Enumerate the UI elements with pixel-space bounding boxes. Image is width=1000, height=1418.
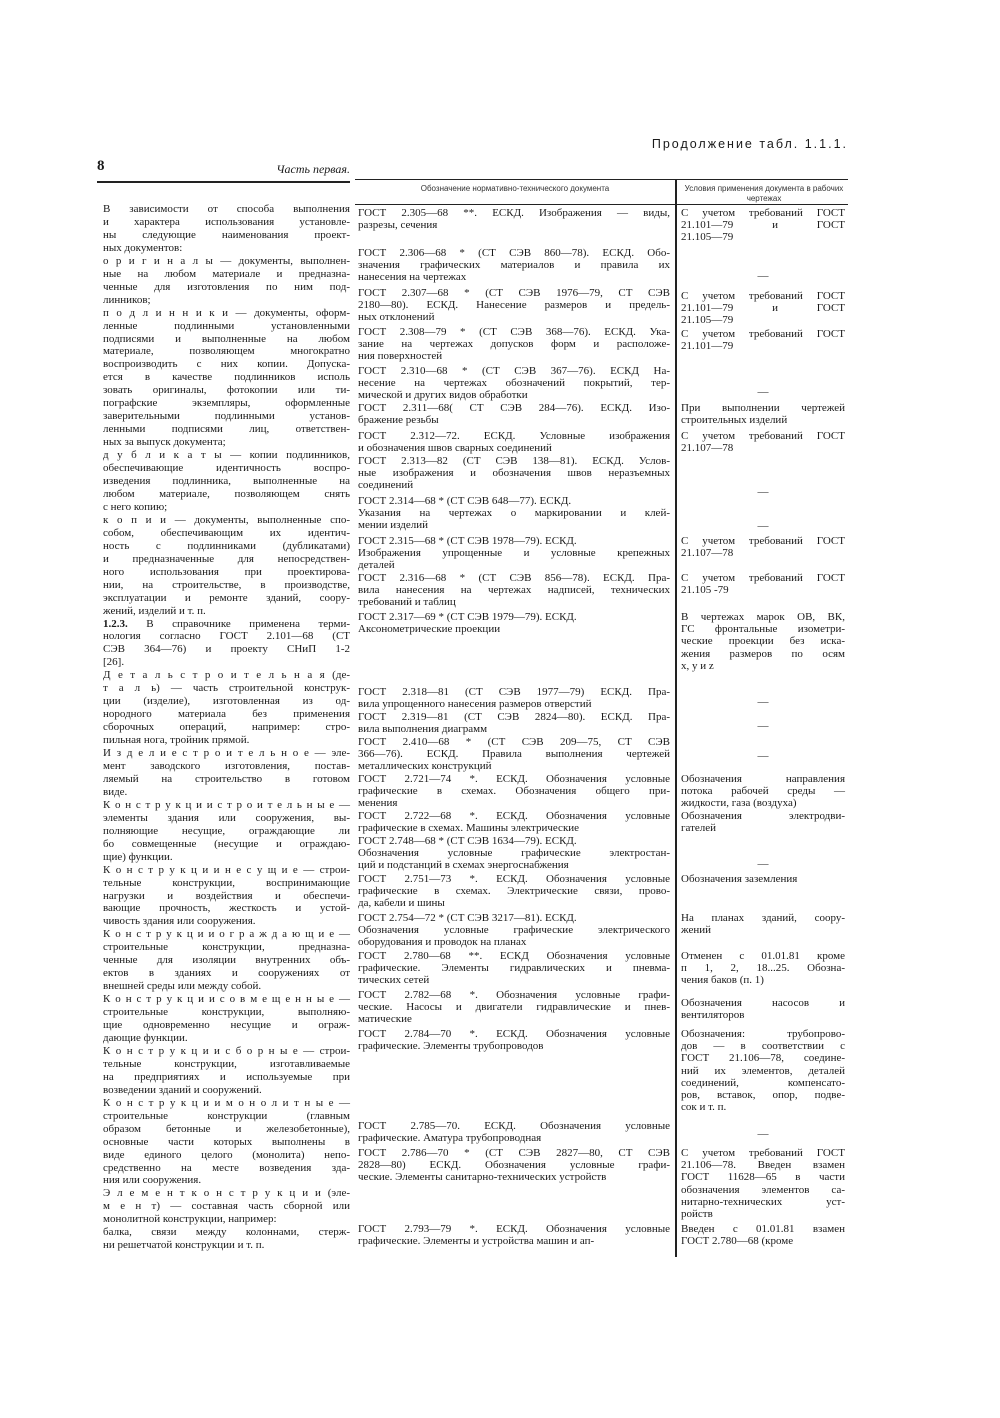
document-line: 2180—80). ЕСКД. Нанесение размеров и предель-	[358, 299, 670, 312]
conditions-line: —	[757, 270, 769, 282]
document-line: ГОСТ 2.306—68 * (СТ СЭВ 860—78). ЕСКД. Обо-	[358, 247, 670, 259]
document-line: нанесения на чертежах	[358, 271, 467, 284]
conditions-line: —	[757, 720, 769, 732]
table-row-conditions	[681, 1128, 845, 1140]
table-row-conditions	[681, 750, 845, 762]
document-line: ГОСТ 2.751—73 *. ЕСКД. Обозначения условные	[358, 873, 670, 885]
conditions-line: Введен с 01.01.81 взамен	[681, 1223, 845, 1235]
text-line: сборочных операций, например: стро-	[103, 721, 350, 734]
text-line: вающие прочность, жесткость и устой-	[103, 902, 350, 915]
table-row-conditions	[681, 270, 845, 282]
table-row-conditions	[681, 611, 845, 672]
conditions-line: Отменен с 01.01.81 кроме	[681, 950, 845, 962]
table-row-document	[358, 835, 670, 872]
document-line: ческие. Насосы и двигатели гидравлические и пнев-	[358, 1001, 670, 1014]
document-line: ГОСТ 2.780—68 **. ЕСКД Обозначения условные	[358, 950, 670, 962]
document-line: Аксонометрические проекции	[358, 623, 501, 636]
document-line: ГОСТ 2.308—79 * (СТ СЭВ 368—76). ЕСКД. Ука-	[358, 326, 670, 338]
conditions-line: x, y и z	[681, 659, 714, 672]
text-line: ных документов:	[103, 241, 183, 254]
document-line: ГОСТ 2.410—68 * (СТ СЭВ 209—75, СТ СЭВ	[358, 736, 670, 748]
table-row-conditions	[681, 912, 845, 936]
table-row-document	[358, 611, 670, 635]
conditions-line: 21.107—78	[681, 442, 734, 455]
conditions-line: При выполнении чертежей	[681, 402, 845, 414]
text-line: виде единого целого (монолита) непо-	[103, 1148, 350, 1161]
text-line: собом, обеспечивающим их идентич-	[103, 526, 350, 539]
conditions-line: жения размеров по осям	[681, 647, 845, 660]
text-line: балка, связи между колоннами, стерж-	[103, 1226, 350, 1239]
conditions-line: ГС фронтальные изометри-	[681, 623, 845, 636]
document-line: ГОСТ 2.314—68 * (СТ СЭВ 648—77). ЕСКД.	[358, 495, 572, 507]
table-row-document	[358, 873, 670, 910]
conditions-line: На планах зданий, соору-	[681, 912, 845, 924]
conditions-line: С учетом требований ГОСТ	[681, 290, 845, 302]
text-line: ции (изделие), изготовленная из од-	[103, 695, 350, 708]
text-line: воспроизводить с них копии. Допуска-	[103, 358, 350, 371]
text-line: полняющие несущие, ограждающие ли	[103, 824, 350, 837]
table-row-document	[358, 247, 670, 284]
conditions-line: нитарно-технических уст-	[681, 1195, 845, 1208]
conditions-line: жений	[681, 924, 711, 937]
document-line: соединений	[358, 479, 414, 492]
conditions-line: 21.107—78	[681, 547, 734, 560]
table-row-document	[358, 1223, 670, 1247]
table-row-document	[358, 430, 670, 454]
text-line: ется в качестве подлинников исполь	[103, 371, 350, 384]
table-row-conditions	[681, 720, 845, 732]
conditions-line: жидкости, газа (воздуха)	[681, 797, 797, 810]
conditions-line: ГОСТ 11628—65 в части	[681, 1171, 845, 1184]
conditions-line: —	[757, 520, 769, 532]
conditions-line: —	[757, 858, 769, 870]
document-line: ГОСТ 2.784—70 *. ЕСКД. Обозначения условные	[358, 1028, 670, 1040]
header-rule	[97, 181, 350, 183]
text-line: ни решетчатой конструкции и т. п.	[103, 1239, 265, 1252]
conditions-line: В чертежах марок ОВ, ВК,	[681, 611, 845, 623]
table-row-document	[358, 365, 670, 402]
document-line: тических сетей	[358, 974, 430, 987]
document-line: ГОСТ 2.785—70. ЕСКД. Обозначения условные	[358, 1120, 670, 1132]
conditions-line: 21.105 -79	[681, 584, 729, 597]
conditions-line: ройств	[681, 1208, 713, 1221]
document-line: графические. Элементы и устройства машин и ап-	[358, 1235, 595, 1248]
text-line: СЭВ 364—76) и проекту СНиП 1-2	[103, 643, 350, 656]
text-line: любом материале, позволяющем снять	[103, 487, 350, 500]
table-row-document	[358, 912, 670, 949]
document-line: ГОСТ 2.793—79 *. ЕСКД. Обозначения условные	[358, 1223, 670, 1235]
conditions-line: гателей	[681, 822, 717, 835]
text-line: К о н с т р у к ц и и с о в м е щ е н н ы е —	[103, 993, 350, 1006]
document-line: и обозначения швов сварных соединений	[358, 442, 552, 455]
table-row-document	[358, 1147, 670, 1184]
conditions-line: ГОСТ 21.106—78, соедине-	[681, 1052, 845, 1065]
column-header-conditions: Условия применения документа в рабочих чертежах	[684, 184, 844, 203]
table-row-conditions	[681, 1147, 845, 1220]
text-line: д у б л и к а т ы — копии подлинников,	[103, 449, 350, 462]
text-line: ченные для изготовления по ним под-	[103, 280, 350, 293]
document-line: вила нанесения на чертежах надписей, технических	[358, 584, 670, 597]
conditions-line: вентиляторов	[681, 1009, 745, 1022]
text-line: К о н с т р у к ц и и м о н о л и т н ы е —	[103, 1096, 350, 1109]
text-line: основные части которых выполнены в	[103, 1135, 350, 1148]
table-row-conditions	[681, 572, 845, 596]
document-line: ций и подстанций в схемах энергоснабжения	[358, 859, 569, 872]
text-line: И з д е л и е с т р о и т е л ь н о е — эле-	[103, 747, 350, 760]
text-line: строительные конструкции, предназна-	[103, 941, 350, 954]
document-line: графические. Элементы трубопроводов	[358, 1040, 544, 1053]
document-line: ГОСТ 2.307—68 * (СТ СЭВ 1976—79, СТ СЭВ	[358, 287, 670, 299]
column-header-document: Обозначение нормативно-технического документа	[420, 184, 610, 193]
text-line: эксплуатации и ремонте зданий, соору-	[103, 591, 350, 604]
text-line: подписями и выполненные на любом	[103, 332, 350, 345]
text-line: пографские экземпляры, оформленные	[103, 397, 350, 410]
document-line: мении изделий	[358, 519, 429, 532]
conditions-line: Обозначения насосов и	[681, 997, 845, 1009]
text-line: [26].	[103, 656, 125, 669]
text-line: ния или сооружения.	[103, 1174, 202, 1187]
text-line: материале, позволяющем многократно	[103, 345, 350, 358]
document-line: графические. Аматура трубопроводная	[358, 1132, 542, 1145]
conditions-line: ческие проекции без иска-	[681, 635, 845, 648]
document-line: вила выполнения диаграмм	[358, 723, 488, 736]
text-line: о р и г и н а л ы — документы, выполнен-	[103, 254, 350, 267]
table-row-conditions	[681, 402, 845, 426]
conditions-line: Обозначения заземления	[681, 873, 798, 885]
table-row-conditions	[681, 290, 845, 327]
text-line: и характера использования установле-	[103, 215, 350, 228]
document-line: графические в схемах. Обозначения общего при-	[358, 785, 670, 798]
text-line: К о н с т р у к ц и и с т р о и т е л ь н ы е —	[103, 798, 350, 811]
document-line: ГОСТ 2.317—69 * (СТ СЭВ 1979—79). ЕСКД.	[358, 611, 577, 623]
table-row-conditions	[681, 207, 845, 244]
document-line: Обозначения условные графические электрического	[358, 924, 670, 937]
table-row-conditions	[681, 696, 845, 708]
conditions-line: потока рабочей среды —	[681, 785, 845, 798]
text-line: возведении зданий и сооружений.	[103, 1083, 262, 1096]
table-row-document	[358, 810, 670, 834]
text-line: линников;	[103, 293, 151, 306]
text-line: ленные подлинными установленными	[103, 319, 350, 332]
text-line: нородного материала без применения	[103, 708, 350, 721]
text-line: щие одновременно несущие и ограж-	[103, 1019, 350, 1032]
text-line: ектов в зданиях и сооружениях от	[103, 967, 350, 980]
conditions-line: —	[757, 750, 769, 762]
text-line: чивость здания или сооружения.	[103, 915, 256, 928]
text-line: заверительными подлинными установ-	[103, 410, 350, 423]
text-line: ных за выпуск документа;	[103, 436, 226, 449]
table-row-document	[358, 989, 670, 1026]
conditions-line: соединений, компенсато-	[681, 1076, 845, 1089]
table-row-document	[358, 572, 670, 609]
text-line: В зависимости от способа выполнения	[103, 203, 350, 215]
text-line: образом бетонные и железобетонные),	[103, 1122, 350, 1135]
conditions-line: —	[757, 386, 769, 398]
table-row-document	[358, 495, 670, 532]
conditions-line: чения баков (п. 1)	[681, 974, 764, 987]
text-line: к о п и и — документы, выполненные спо-	[103, 513, 350, 526]
table-row-conditions	[681, 386, 845, 398]
text-line: т а л ь) — часть строительной конструк-	[103, 682, 350, 695]
text-line: м е н т) — составная часть сборной или	[103, 1200, 350, 1213]
table-header-rule	[355, 204, 848, 205]
text-line: строительные конструкции (главным	[103, 1109, 350, 1122]
document-line: несение на чертежах обозначений покрытий, тер-	[358, 377, 670, 390]
text-line: ного использования при проектирова-	[103, 565, 350, 578]
conditions-line: 21.105—79	[681, 314, 734, 327]
text-line: К о н с т р у к ц и и о г р а ж д а ю щ и е —	[103, 928, 350, 941]
conditions-line: строительных изделий	[681, 414, 788, 427]
table-continuation-label: Продолжение табл. 1.1.1.	[651, 137, 848, 151]
table-row-document	[358, 402, 670, 426]
conditions-line: обозначения элементов са-	[681, 1183, 845, 1196]
text-line: Д е т а л ь с т р о и т е л ь н а я (де-	[103, 669, 350, 682]
text-line: тельные конструкции, воспринимающие	[103, 876, 350, 889]
document-line: Обозначения условные графические электростан-	[358, 847, 670, 860]
text-line: средственно на месте возведения зда-	[103, 1161, 350, 1174]
table-row-conditions	[681, 328, 845, 352]
text-line: ляемый на строительство в готовом	[103, 772, 350, 785]
table-row-conditions	[681, 810, 845, 834]
document-line: Изображения упрощенные и условные крепежных	[358, 547, 670, 560]
document-line: 2828—80) ЕСКД. Обозначения условные графи-	[358, 1159, 670, 1172]
table-row-document	[358, 773, 670, 810]
conditions-line: С учетом требований ГОСТ	[681, 572, 845, 584]
text-line: К о н с т р у к ц и и с б о р н ы е — строи-	[103, 1044, 350, 1057]
document-line: ния поверхностей	[358, 350, 443, 363]
table-row-conditions	[681, 535, 845, 559]
document-line: ГОСТ 2.312—72. ЕСКД. Условные изображения	[358, 430, 670, 442]
document-line: ГОСТ 2.754—72 * (СТ СЭВ 3217—81). ЕСКД.	[358, 912, 577, 924]
conditions-line: Обозначения направления	[681, 773, 845, 785]
conditions-line: ров, вставок, опор, подве-	[681, 1089, 845, 1102]
text-line: ленными подписями лиц, ответствен-	[103, 423, 350, 436]
table-row-document	[358, 455, 670, 492]
conditions-line: сок и т. п.	[681, 1101, 727, 1114]
text-line: 1.2.3. В справочнике применена терми-	[103, 617, 350, 630]
document-line: менения	[358, 797, 398, 810]
document-line: ГОСТ 2.722—68 *. ЕСКД. Обозначения условные	[358, 810, 670, 822]
document-line: ГОСТ 2.311—68( СТ СЭВ 284—76). ЕСКД. Изо-	[358, 402, 670, 414]
text-line: Э л е м е н т к о н с т р у к ц и и (эле-	[103, 1187, 350, 1200]
document-line: бражение резьбы	[358, 414, 439, 427]
text-line: дающие функции.	[103, 1032, 188, 1044]
text-line: ченные для изоляции внутренних объ-	[103, 954, 350, 967]
document-line: ные изображения и обозначения швов неразъемных	[358, 467, 670, 480]
text-line: К о н с т р у к ц и и н е с у щ и е — строи-	[103, 863, 350, 876]
document-line: ГОСТ 2.319—81 (СТ СЭВ 2824—80). ЕСКД. Пра-	[358, 711, 670, 723]
conditions-line: п 1, 2, 18...25. Обозна-	[681, 962, 845, 975]
table-row-conditions	[681, 997, 845, 1021]
text-line: строительные конструкции, выполняю-	[103, 1006, 350, 1019]
conditions-line: С учетом требований ГОСТ	[681, 328, 845, 340]
conditions-line: С учетом требований ГОСТ	[681, 535, 845, 547]
text-line: нагрузки и воздействия и обеспечи-	[103, 889, 350, 902]
conditions-line: Обозначения электродви-	[681, 810, 845, 822]
document-line: да, кабели и шины	[358, 897, 445, 910]
table-row-conditions	[681, 486, 845, 498]
conditions-line: —	[757, 696, 769, 708]
document-line: ГОСТ 2.313—82 (СТ СЭВ 138—81). ЕСКД. Услов-	[358, 455, 670, 467]
table-top-rule	[355, 179, 848, 180]
text-line: тельные конструкции, изготавливаемые	[103, 1057, 350, 1070]
table-row-conditions	[681, 1223, 845, 1247]
text-line: изведения подлинника, выполненные на	[103, 475, 350, 488]
table-row-document	[358, 535, 670, 572]
definitions-text-column	[103, 203, 350, 1252]
text-line: жений, изделий и т. п.	[103, 604, 206, 617]
document-line: зание на чертежах допусков форм и расположе-	[358, 338, 670, 351]
document-line: ГОСТ 2.318—81 (СТ СЭВ 1977—79) ЕСКД. Пра-	[358, 686, 670, 698]
conditions-line: ний их элементов, деталей	[681, 1064, 845, 1077]
text-line: нии, на строительстве, в производстве,	[103, 578, 350, 591]
document-line: матические	[358, 1013, 412, 1026]
conditions-line: 21.101—79	[681, 340, 734, 353]
conditions-line: —	[757, 1128, 769, 1140]
conditions-line: дов — в соответствии с	[681, 1040, 845, 1053]
document-line: ГОСТ 2.316—68 * (СТ СЭВ 856—78). ЕСКД. Пра-	[358, 572, 670, 584]
document-line: ГОСТ 2.721—74 *. ЕСКД. Обозначения условные	[358, 773, 670, 785]
conditions-line: 21.101—79 и ГОСТ	[681, 219, 845, 232]
document-line: ГОСТ 2.782—68 *. Обозначения условные графи-	[358, 989, 670, 1001]
table-row-conditions	[681, 873, 845, 885]
conditions-line: 21.105—79	[681, 231, 734, 244]
table-row-document	[358, 736, 670, 773]
document-line: деталей	[358, 559, 395, 572]
document-line: графические. Элементы гидравлических и пневма-	[358, 962, 670, 975]
document-line: вила упрощенного нанесения размеров отверстий	[358, 698, 592, 711]
document-line: ГОСТ 2.315—68 * (СТ СЭВ 1978—79). ЕСКД.	[358, 535, 577, 547]
document-line: графические в схемах. Машины электрические	[358, 822, 580, 835]
table-row-document	[358, 1028, 670, 1052]
document-line: графические в схемах. Электрические связи, прово-	[358, 885, 670, 898]
conditions-line: С учетом требований ГОСТ	[681, 1147, 845, 1159]
table-row-conditions	[681, 858, 845, 870]
document-line: разрезы, сечения	[358, 219, 438, 232]
table-row-document	[358, 686, 670, 710]
conditions-line: ГОСТ 2.780—68 (кроме	[681, 1235, 794, 1248]
document-line: мической и других видов обработки	[358, 389, 528, 402]
table-row-conditions	[681, 773, 845, 810]
text-line: пильная нога, тройник прямой.	[103, 734, 250, 747]
text-line: элементы здания или сооружения, вы-	[103, 811, 350, 824]
table-row-document	[358, 326, 670, 363]
text-line: мент заводского изготовления, постав-	[103, 759, 350, 772]
document-line: 366—76). ЕСКД. Правила выполнения чертежей	[358, 748, 670, 761]
text-line: виде.	[103, 785, 128, 798]
page-number: 8	[97, 158, 105, 174]
text-line: на предприятиях и используемые при	[103, 1070, 350, 1083]
table-row-conditions	[681, 520, 845, 532]
conditions-line: Обозначения: трубопрово-	[681, 1028, 845, 1040]
table-row-conditions	[681, 950, 845, 987]
text-line: монолитной конструкции, например:	[103, 1213, 277, 1226]
text-line: внешней среды или между собой.	[103, 980, 262, 993]
document-line: значения графических материалов и правила их	[358, 259, 670, 272]
conditions-line: 21.106—78. Введен взамен	[681, 1159, 845, 1172]
text-line: нология согласно ГОСТ 2.101—68 (СТ	[103, 630, 350, 643]
text-line: зовать оригиналы, фотокопии или ти-	[103, 384, 350, 397]
text-line: щие) функции.	[103, 850, 173, 863]
text-line: бо совмещенные (несущие и ограждаю-	[103, 837, 350, 850]
document-line: ГОСТ 2.786—70 * (СТ СЭВ 2827—80, СТ СЭВ	[358, 1147, 670, 1159]
document-line: ГОСТ 2.310—68 * (СТ СЭВ 367—76). ЕСКД На-	[358, 365, 670, 377]
text-line: ны следующие наименования проект-	[103, 228, 350, 241]
conditions-line: С учетом требований ГОСТ	[681, 207, 845, 219]
text-line: с него копию;	[103, 500, 168, 513]
document-line: ГОСТ 2.748—68 * (СТ СЭВ 1634—79). ЕСКД.	[358, 835, 577, 847]
document-line: ческие. Элементы санитарно-технических устройств	[358, 1171, 607, 1184]
table-row-document	[358, 1120, 670, 1144]
table-row-conditions	[681, 430, 845, 454]
document-line: ных отклонений	[358, 311, 435, 324]
text-line: обеспечивающие идентичность воспро-	[103, 462, 350, 475]
document-line: ГОСТ 2.305—68 **. ЕСКД. Изображения — виды,	[358, 207, 670, 219]
conditions-line: —	[757, 486, 769, 498]
running-header-part: Часть первая.	[276, 162, 350, 176]
text-line: ные на любом материале и предназна-	[103, 267, 350, 280]
table-row-document	[358, 287, 670, 324]
document-line: Указания на чертежах о маркировании и клей-	[358, 507, 670, 520]
document-line: требований и таблиц	[358, 596, 456, 609]
table-row-document	[358, 207, 670, 231]
conditions-line: С учетом требований ГОСТ	[681, 430, 845, 442]
table-row-conditions	[681, 1028, 845, 1113]
conditions-line: 21.101—79 и ГОСТ	[681, 302, 845, 315]
document-line: металлических конструкций	[358, 760, 492, 773]
text-line: и предназначенные для непосредствен-	[103, 552, 350, 565]
text-line: ность с подлинниками (дубликатами)	[103, 539, 350, 552]
table-column-divider	[675, 179, 677, 1257]
document-line: оборудования и проводок на планах	[358, 936, 527, 949]
table-row-document	[358, 950, 670, 987]
table-row-document	[358, 711, 670, 735]
text-line: п о д л и н н и к и — документы, оформ-	[103, 306, 350, 319]
